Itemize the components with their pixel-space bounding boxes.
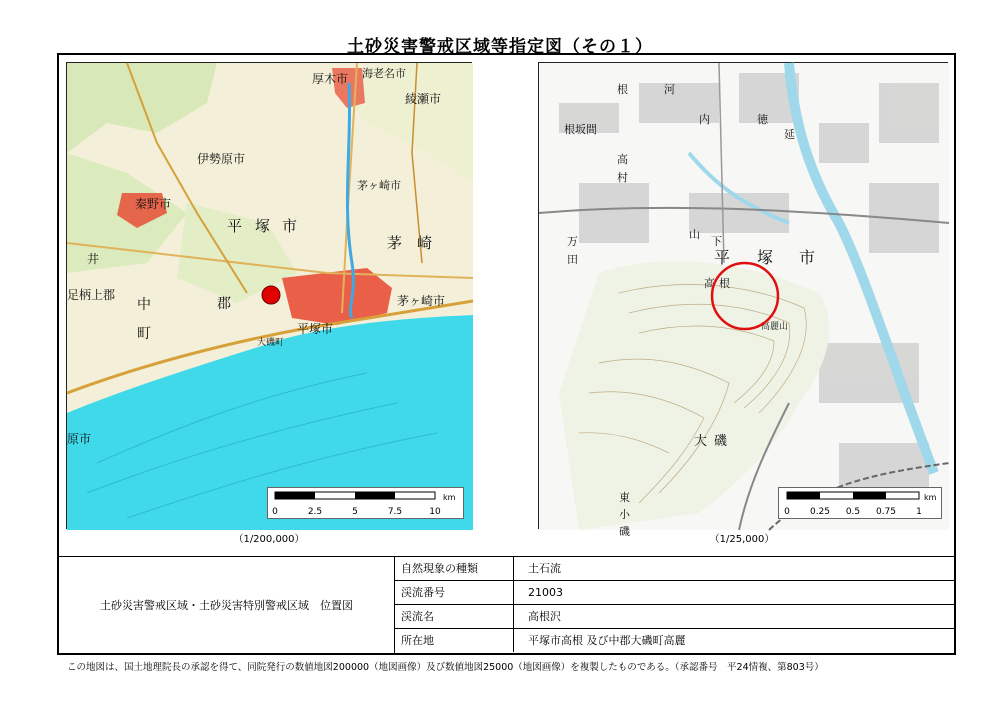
detail-map-canvas bbox=[539, 63, 949, 538]
map-label: 下 bbox=[711, 235, 722, 248]
map-label: 大磯町 bbox=[257, 338, 285, 348]
scalebar-tick: 0 bbox=[784, 507, 790, 517]
info-row-label: 渓流名 bbox=[395, 605, 514, 628]
map-label: 延 bbox=[784, 128, 795, 141]
map-label: 根 bbox=[719, 277, 730, 290]
location-marker-dot bbox=[262, 286, 280, 304]
info-row-value: 土石流 bbox=[528, 562, 561, 575]
map-label: 山 bbox=[689, 228, 700, 241]
info-row bbox=[395, 605, 954, 629]
map-label: 茅ヶ崎市 bbox=[357, 179, 401, 192]
map-label: 内 bbox=[699, 113, 710, 126]
info-row-label: 自然現象の種類 bbox=[395, 557, 514, 580]
map-label: 徳 bbox=[757, 113, 768, 126]
overview-scale-label: （1/200,000） bbox=[233, 534, 305, 545]
map-label: 茅 bbox=[387, 234, 403, 252]
map-label: 塚 bbox=[757, 248, 774, 267]
map-label: 磯 bbox=[714, 434, 728, 449]
map-label: 塚 bbox=[255, 217, 271, 235]
map-label: 中 bbox=[137, 297, 151, 313]
map-label: 茅ヶ崎市 bbox=[397, 294, 446, 308]
scalebar-graphic bbox=[779, 488, 941, 518]
scalebar-tick: 7.5 bbox=[387, 507, 403, 517]
info-row-label: 渓流番号 bbox=[395, 581, 514, 604]
map-label: 高麗山 bbox=[761, 322, 789, 332]
map-label: 平 bbox=[714, 248, 731, 267]
map-label: 厚木市 bbox=[312, 72, 349, 86]
detail-scale-label: （1/25,000） bbox=[709, 534, 775, 545]
scalebar-unit: km bbox=[924, 493, 937, 502]
map-label: 町 bbox=[137, 326, 151, 342]
map-label: 根 bbox=[617, 83, 628, 96]
map-label: 平 bbox=[227, 217, 243, 235]
overview-map-canvas bbox=[67, 63, 473, 530]
info-row-value: 21003 bbox=[528, 586, 563, 599]
info-row-label: 所在地 bbox=[395, 629, 514, 652]
map-label: 足柄上郡 bbox=[67, 288, 116, 302]
map-label: 村 bbox=[617, 171, 628, 184]
map-label: 高 bbox=[704, 277, 715, 290]
detail-scalebar bbox=[778, 487, 942, 519]
scalebar-tick: 2.5 bbox=[307, 507, 323, 517]
map-label: 東 bbox=[619, 491, 630, 504]
map-label: 河 bbox=[664, 83, 675, 96]
map-label: 万 bbox=[567, 235, 578, 248]
map-label: 井 bbox=[87, 252, 100, 266]
scalebar-graphic bbox=[268, 488, 463, 518]
info-left-title: 土砂災害警戒区域・土砂災害特別警戒区域 位置図 bbox=[59, 557, 395, 653]
map-label: 秦野市 bbox=[135, 197, 172, 211]
map-label: 高 bbox=[617, 153, 628, 166]
overview-map[interactable] bbox=[66, 62, 472, 529]
map-label: 小 bbox=[619, 508, 630, 521]
info-row bbox=[395, 557, 954, 581]
map-label: 市 bbox=[282, 217, 298, 235]
copyright-footer: この地図は、国土地理院長の承認を得て、同院発行の数値地図200000（地図画像）及び数値地図25000（地図画像）を複製したものである。（承認番号 平24情複、第803号） bbox=[67, 662, 824, 673]
scalebar-tick: 0.5 bbox=[845, 507, 861, 517]
map-label: 海老名市 bbox=[362, 67, 406, 80]
map-label: 綾瀬市 bbox=[405, 92, 442, 106]
scalebar-tick: 0.25 bbox=[809, 507, 831, 517]
scalebar-tick: 0 bbox=[272, 507, 278, 517]
map-label: 磯 bbox=[619, 525, 630, 538]
map-label: 伊勢原市 bbox=[197, 152, 246, 166]
info-row bbox=[395, 581, 954, 605]
map-label: 大 bbox=[694, 434, 708, 449]
map-label: 崎 bbox=[417, 234, 433, 252]
detail-map[interactable] bbox=[538, 62, 948, 538]
info-row bbox=[395, 629, 954, 653]
page-title: 土砂災害警戒区域等指定図（その１） bbox=[347, 37, 653, 57]
scalebar-unit: km bbox=[443, 493, 456, 502]
scalebar-tick: 5 bbox=[352, 507, 358, 517]
scalebar-tick: 1 bbox=[916, 507, 922, 517]
map-label: 根坂間 bbox=[564, 123, 597, 136]
scalebar-tick: 10 bbox=[429, 507, 441, 517]
map-label: 平塚市 bbox=[297, 322, 334, 336]
scalebar-tick: 0.75 bbox=[875, 507, 897, 517]
info-row-value: 高根沢 bbox=[528, 610, 561, 623]
map-label: 郡 bbox=[217, 296, 231, 312]
map-label: 市 bbox=[799, 248, 816, 267]
map-label: 原市 bbox=[67, 432, 92, 446]
overview-scalebar bbox=[267, 487, 464, 519]
info-table bbox=[59, 556, 954, 653]
map-label: 田 bbox=[567, 253, 578, 266]
info-row-value: 平塚市高根 及び中郡大磯町高麗 bbox=[528, 634, 686, 647]
